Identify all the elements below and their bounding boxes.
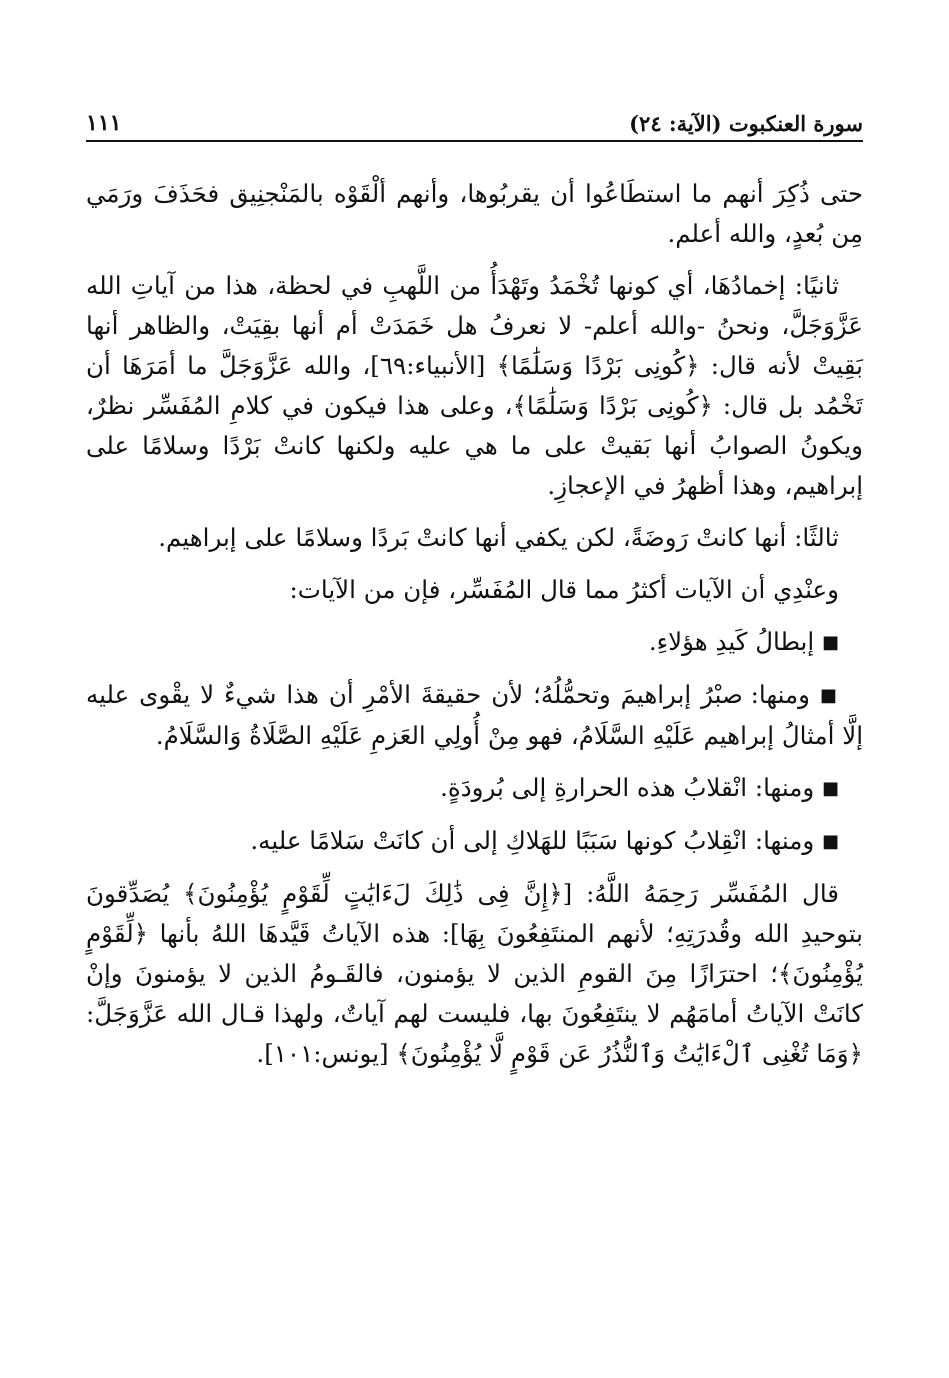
chapter-title: سورة العنكبوت (الآية: ٢٤) xyxy=(629,111,863,136)
bullet-text: إبطالُ كَيدِ هؤلاءِ. xyxy=(648,627,815,656)
bullet-square-icon: ■ xyxy=(819,685,839,706)
bullet-item xyxy=(86,768,863,809)
bullet-square-icon: ■ xyxy=(821,632,839,653)
paragraph: ثالثًا: أنها كانتْ رَوضَةً، لكن يكفي أنها كانتْ بَردًا وسلامًا على إبراهيم. xyxy=(158,523,839,552)
bullet-item xyxy=(86,622,863,663)
bullet-text: ومنها: صبْرُ إبراهيمَ وتحمُّلُهُ؛ لأن حقيقةَ الأمْرِ أن هذا شيءٌ لا يقْوى عليه إلَّا أمثالُ إبراهيم عَلَيْهِ السَّلَامُ، فهو مِنْ أُولِي العَزمِ عَلَيْهِ الصَّلَاةُ وَالسَّلَامُ. xyxy=(86,680,863,750)
bullet-item xyxy=(86,675,863,756)
bullet-square-icon: ■ xyxy=(821,778,839,799)
paragraph: وعنْدِي أن الآيات أكثرُ مما قال المُفَسِّر، فإن من الآيات: xyxy=(289,575,839,604)
bullet-square-icon: ■ xyxy=(821,831,839,852)
bullet-text: ومنها: انْقِلابُ كونها سَبَبًا للهَلاكِ إلى أن كانَتْ سَلامًا عليه. xyxy=(250,826,815,855)
page-body xyxy=(86,174,863,1074)
bullet-text: ومنها: انْقلابُ هذه الحرارةِ إلى بُرودَةٍ. xyxy=(440,773,815,802)
paragraph: ثانيًا: إخمادُهَا، أي كونها تُخْمَدُ وتَهْدَأُ من اللَّهبِ في لحظة، هذا من آياتِ الله عَزَّوَجَلَّ، ونحنُ -والله أعلم- لا نعرفُ هل خَمَدَتْ أم أنها بقِيَتْ، والظاهر أنها بَقِيتْ لأنه قال: ﴿كُونِى بَرْدًا وَسَلَٰمًا﴾ [الأنبياء:٦٩]، والله عَزَّوَجَلَّ ما أمَرَهَا أن تَخْمُد بل قال: ﴿كُونِى بَرْدًا وَسَلَٰمًا﴾، وعلى هذا فيكون في كلامِ المُفَسِّر نظرٌ، ويكونُ الصوابُ أنها بَقيتْ على ما هي عليه ولكنها كانتْ بَرْدًا وسلامًا على إبراهيم، وهذا أظهرُ في الإعجازِ. xyxy=(86,271,863,500)
page-number: ١١١ xyxy=(86,110,122,136)
paragraph: حتى ذُكِرَ أنهم ما استطَاعُوا أن يقربُوها، وأنهم ألْقَوْه بالمَنْجنِيق فحَذَفَ ورَمَي مِن بُعدٍ، والله أعلم. xyxy=(86,179,863,248)
closing-paragraph: قال المُفَسِّر رَحِمَهُ اللَّهُ: [﴿إِنَّ فِى ذَٰلِكَ لَءَايَٰتٍ لِّقَوْمٍ يُؤْمِنُونَ﴾ يُصَدِّقونَ بتوحيدِ الله وقُدرَتِهِ؛ لأنهم المنتَفِعُونَ بِهَا]: هذه الآياتُ قَيَّدهَا اللهُ بأنها ﴿لِّقَوْمٍ يُؤْمِنُونَ﴾؛ احترَازًا مِنَ القومِ الذين لا يؤمنون، فالقَـومُ الذين لا يؤمنونَ وإنْ كانَتْ الآياتُ أمامَهُم لا ينتَفِعُونَ بها، فليست لهم آياتٌ، ولهذا قـال الله عَزَّوَجَلَّ: ﴿وَمَا تُغْنِى ٱلْءَايَٰتُ وَٱلنُّذُرُ عَن قَوْمٍ لَّا يُؤْمِنُونَ﴾ [يونس:١٠١]. xyxy=(86,879,863,1068)
running-header xyxy=(86,100,863,136)
bullet-item xyxy=(86,821,863,862)
header-rule xyxy=(86,140,863,142)
